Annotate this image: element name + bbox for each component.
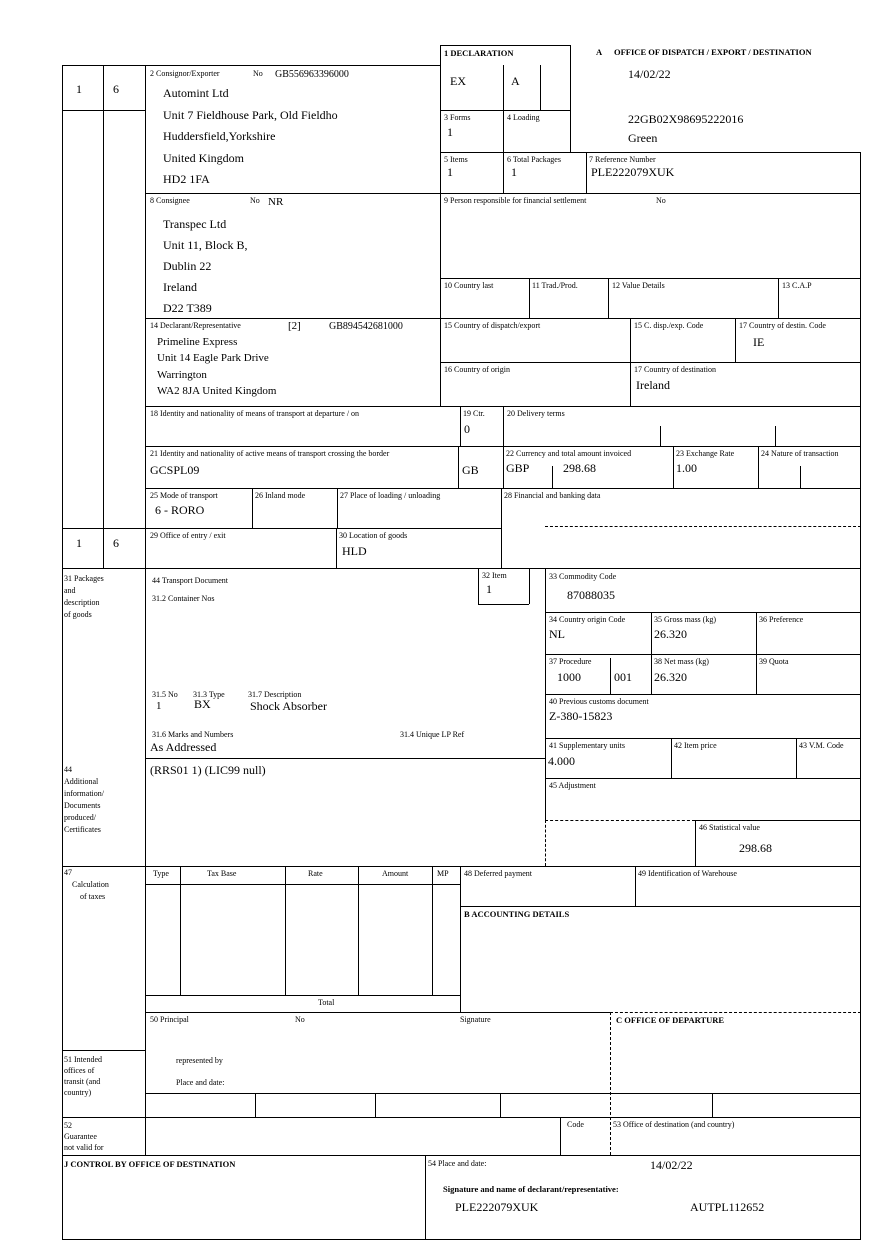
consignor-address-line: Unit 7 Fieldhouse Park, Old Fieldho [163,108,338,122]
grid-line [635,866,636,906]
tax-col-mp: MP [437,869,449,878]
declarant-signature-value: PLE222079XUK [455,1200,539,1214]
control-office-label: J CONTROL BY OFFICE OF DESTINATION [64,1159,236,1169]
calculation-taxes-label: of taxes [80,892,106,901]
packages-label: description [64,598,100,607]
calculation-taxes-label: 47 [64,868,72,877]
destination-code-label: 17 Country of destin. Code [739,321,826,330]
tax-col-base: Tax Base [207,869,237,878]
reference-number-value: PLE222079XUK [591,165,675,179]
loading-place-label: 27 Place of loading / unloading [340,491,441,500]
goods-location-label: 30 Location of goods [339,531,408,540]
origin-code-value: NL [549,627,565,641]
copy-number-1: 1 [76,536,82,550]
grid-line [62,568,861,569]
inland-mode-label: 26 Inland mode [255,491,306,500]
net-mass-label: 38 Net mass (kg) [654,657,709,666]
declaration-type: EX [450,74,466,88]
quota-label: 39 Quota [759,657,789,666]
declarant-address-line: Warrington [157,369,207,381]
consignee-name: Transpec Ltd [163,217,227,231]
grid-line [180,866,181,995]
grid-line [440,278,861,279]
consignee-no-value: NR [268,196,284,208]
copy-number-6: 6 [113,536,119,550]
grid-line [695,820,696,866]
grid-line [608,278,609,318]
consignee-address-line: Ireland [163,280,197,294]
active-transport-label: 21 Identity and nationality of active means of transport crossing the border [150,449,390,458]
grid-line [103,65,104,568]
grid-line [529,568,530,604]
transit-offices-label: 51 Intended [64,1055,102,1064]
additional-info-label: produced/ [64,813,96,822]
item-number-label: 32 Item [482,571,507,580]
grid-line [545,738,861,739]
grid-line [758,446,759,488]
dashed-line [545,526,861,527]
statistical-value-label: 46 Statistical value [699,823,760,832]
declarant-name: Primeline Express [157,336,238,348]
consignee-postcode: D22 T389 [163,301,212,315]
grid-line [545,654,861,655]
unique-lp-ref-label: 31.4 Unique LP Ref [400,730,465,739]
net-mass-value: 26.320 [654,670,687,684]
currency-label: 22 Currency and total amount invoiced [506,449,632,458]
trad-prod-label: 11 Trad./Prod. [532,281,578,290]
transit-offices-label: offices of [64,1066,95,1075]
grid-line [145,995,461,996]
grid-line [62,1239,861,1240]
transport-document-label: 44 Transport Document [152,576,228,585]
item-number-value: 1 [486,582,492,596]
grid-line [145,884,461,885]
goods-description-label: 31.7 Description [248,690,302,699]
country-last-label: 10 Country last [444,281,494,290]
consignor-name: Automint Ltd [163,86,229,100]
dispatch-code-label: 15 C. disp./exp. Code [634,321,704,330]
grid-line [540,65,541,110]
previous-document-label: 40 Previous customs document [549,697,649,706]
ctr-label: 19 Ctr. [463,409,485,418]
transit-offices-label: country) [64,1088,92,1097]
guarantee-label: 52 [64,1121,72,1130]
additional-info-label: Certificates [64,825,101,834]
packages-label: of goods [64,610,92,619]
grid-line [529,278,530,318]
grid-line [440,45,441,406]
adjustment-label: 45 Adjustment [549,781,596,790]
grid-line [503,65,504,110]
tax-col-amount: Amount [382,869,409,878]
grid-line [545,612,861,613]
grid-line [145,1012,610,1013]
consignee-no-label: No [250,196,260,205]
guarantee-label: Guarantee [64,1132,97,1141]
additional-info-label: information/ [64,789,104,798]
commodity-code-label: 33 Commodity Code [549,572,617,581]
consignee-address-line: Unit 11, Block B, [163,238,248,252]
dashed-line [610,1012,611,1155]
grid-line [501,488,502,568]
ctr-value: 0 [464,422,470,436]
declarant-eori: GB894542681000 [329,321,403,332]
grid-line [375,1093,376,1117]
items-value: 1 [447,165,453,179]
supplementary-units-value: 4.000 [548,754,575,768]
cap-label: 13 C.A.P [782,281,812,290]
copy-number-1: 1 [76,82,82,96]
marks-numbers-value: As Addressed [150,740,217,754]
mode-transport-label: 25 Mode of transport [150,491,218,500]
consignee-address-line: Dublin 22 [163,259,212,273]
grid-line [460,906,861,907]
package-count-label: 31.5 No [152,690,178,699]
grid-line [545,694,861,695]
dashed-line [610,1012,861,1013]
grid-line [570,45,571,152]
active-transport-id: GCSPL09 [150,463,200,477]
additional-info-label: 44 [64,765,72,774]
goods-description-value: Shock Absorber [250,699,327,713]
grid-line [62,65,441,66]
container-nos-label: 31.2 Container Nos [152,594,215,603]
additional-info-label: Additional [64,777,99,786]
origin-country-label: 16 Country of origin [444,365,510,374]
tax-total-label: Total [318,998,335,1007]
grid-line [860,152,861,1240]
grid-line [145,65,146,1155]
grid-line [545,568,546,820]
mode-transport-value: 6 - RORO [155,503,205,517]
package-count-value: 1 [156,700,162,712]
grid-line [712,1093,713,1117]
grid-line [778,278,779,318]
vm-code-label: 43 V.M. Code [799,741,844,750]
consignor-postcode: HD2 1FA [163,172,210,186]
grid-line [695,820,861,821]
value-details-label: 12 Value Details [612,281,665,290]
marks-numbers-label: 31.6 Marks and Numbers [152,730,234,739]
routing-status: Green [628,131,658,145]
grid-line [62,65,63,1240]
exchange-rate-label: 23 Exchange Rate [676,449,735,458]
declarant-label: 14 Declarant/Representative [150,321,241,330]
represented-by-label: represented by [176,1056,223,1065]
grid-line [337,488,338,528]
procedure-label: 37 Procedure [549,657,592,666]
copy-number-6: 6 [113,82,119,96]
place-date-54-label: 54 Place and date: [428,1159,487,1168]
additional-info-value: (RRS01 1) (LIC99 null) [150,763,266,777]
consignor-eori: GB556963396000 [275,69,349,80]
package-type-label: 31.3 Type [193,690,225,699]
box1-declaration-label: 1 DECLARATION [444,48,514,58]
grid-line [440,110,571,111]
section-a-letter: A [596,47,603,57]
grid-line [586,152,587,193]
currency-value: GBP [506,461,530,475]
dispatch-date: 14/02/22 [628,67,671,81]
loading-label: 4 Loading [507,113,540,122]
grid-line [796,738,797,778]
packages-label: and [64,586,76,595]
calculation-taxes-label: Calculation [72,880,109,889]
principal-no-label: No [295,1015,305,1024]
grid-line [62,110,146,111]
delivery-terms-label: 20 Delivery terms [507,409,565,418]
guarantee-code-label: Code [567,1120,584,1129]
office-departure-label: C OFFICE OF DEPARTURE [616,1015,725,1025]
consignee-label: 8 Consignee [150,196,190,205]
place-date-54-value: 14/02/22 [650,1158,693,1172]
grid-line [145,193,861,194]
transit-offices-label: transit (and [64,1077,101,1086]
additional-info-label: Documents [64,801,101,810]
supplementary-units-label: 41 Supplementary units [549,741,625,750]
nature-transaction-label: 24 Nature of transaction [761,449,839,458]
procedure-value-2: 001 [614,670,632,684]
statistical-value: 298.68 [739,841,772,855]
financial-banking-label: 28 Financial and banking data [504,491,601,500]
principal-label: 50 Principal [150,1015,189,1024]
preference-label: 36 Preference [759,615,804,624]
financial-settlement-no-label: No [656,196,666,205]
grid-line [552,466,553,488]
consignor-no-label: No [253,69,263,78]
grid-line [252,488,253,528]
gross-mass-value: 26.320 [654,627,687,641]
total-packages-value: 1 [511,165,517,179]
grid-line [255,1093,256,1117]
grid-line [503,110,504,193]
authorisation-number: AUTPL112652 [690,1200,765,1214]
mrn-number: 22GB02X98695222016 [628,112,744,126]
grid-line [775,426,776,446]
grid-line [425,1155,426,1240]
grid-line [610,658,611,694]
section-a-title: OFFICE OF DISPATCH / EXPORT / DESTINATION [614,47,812,57]
grid-line [458,446,459,488]
dashed-line [545,820,546,866]
warehouse-id-label: 49 Identification of Warehouse [638,869,737,878]
grid-line [478,604,529,605]
active-transport-nationality: GB [462,463,479,477]
signature-name-label: Signature and name of declarant/representative: [443,1184,619,1194]
forms-label: 3 Forms [444,113,471,122]
declarant-address-line: Unit 14 Eagle Park Drive [157,352,269,364]
destination-country-value: Ireland [636,378,670,392]
origin-code-label: 34 Country origin Code [549,615,626,624]
grid-line [145,758,546,759]
items-label: 5 Items [444,155,468,164]
office-entry-exit-label: 29 Office of entry / exit [150,531,226,540]
declaration-subtype: A [511,74,520,88]
dashed-line [545,820,695,821]
grid-line [432,866,433,995]
item-price-label: 42 Item price [674,741,717,750]
grid-line [145,1093,861,1094]
grid-line [145,318,861,319]
financial-settlement-label: 9 Person responsible for financial settlement [444,196,587,205]
signature-label: Signature [460,1015,491,1024]
package-type-value: BX [194,697,211,711]
grid-line [673,446,674,488]
transport-departure-label: 18 Identity and nationality of means of transport at departure / on [150,409,360,418]
declarant-code: [2] [288,320,301,332]
gross-mass-label: 35 Gross mass (kg) [654,615,716,624]
goods-location-value: HLD [342,544,367,558]
grid-line [478,568,479,604]
reference-number-label: 7 Reference Number [589,155,656,164]
destination-country-label: 17 Country of destination [634,365,716,374]
invoice-amount: 298.68 [563,461,596,475]
grid-line [460,406,461,446]
tax-col-rate: Rate [308,869,323,878]
destination-code-value: IE [753,335,765,349]
grid-line [560,1117,561,1155]
grid-line [503,406,504,488]
destination-office-label: 53 Office of destination (and country) [613,1120,735,1129]
consignor-address-line: United Kingdom [163,151,244,165]
accounting-details-label: B ACCOUNTING DETAILS [464,909,570,919]
packages-label: 31 Packages [64,574,104,583]
grid-line [62,1050,146,1051]
grid-line [336,528,337,568]
total-packages-label: 6 Total Packages [507,155,561,164]
deferred-payment-label: 48 Deferred payment [464,869,532,878]
grid-line [62,866,861,867]
guarantee-label: not valid for [64,1143,104,1152]
grid-line [62,1155,861,1156]
commodity-code-value: 87088035 [567,588,615,602]
consignor-address-line: Huddersfield,Yorkshire [163,129,276,143]
exchange-rate-value: 1.00 [676,461,697,475]
grid-line [735,318,736,362]
tax-col-type: Type [153,869,169,878]
grid-line [651,612,652,694]
grid-line [460,866,461,1012]
previous-document-value: Z-380-15823 [549,709,613,723]
declarant-address-line: WA2 8JA United Kingdom [157,385,277,397]
grid-line [285,866,286,995]
grid-line [756,612,757,694]
procedure-value: 1000 [557,670,581,684]
grid-line [500,1093,501,1117]
grid-line [660,426,661,446]
consignor-label: 2 Consignor/Exporter [150,69,220,78]
grid-line [671,738,672,778]
grid-line [62,1117,861,1118]
dispatch-country-label: 15 Country of dispatch/export [444,321,541,330]
grid-line [358,866,359,995]
grid-line [630,318,631,406]
grid-line [62,528,501,529]
grid-line [440,362,861,363]
place-date-label: Place and date: [176,1078,225,1087]
grid-line [800,466,801,488]
forms-value: 1 [447,125,453,139]
grid-line [545,778,861,779]
grid-line [440,45,571,46]
